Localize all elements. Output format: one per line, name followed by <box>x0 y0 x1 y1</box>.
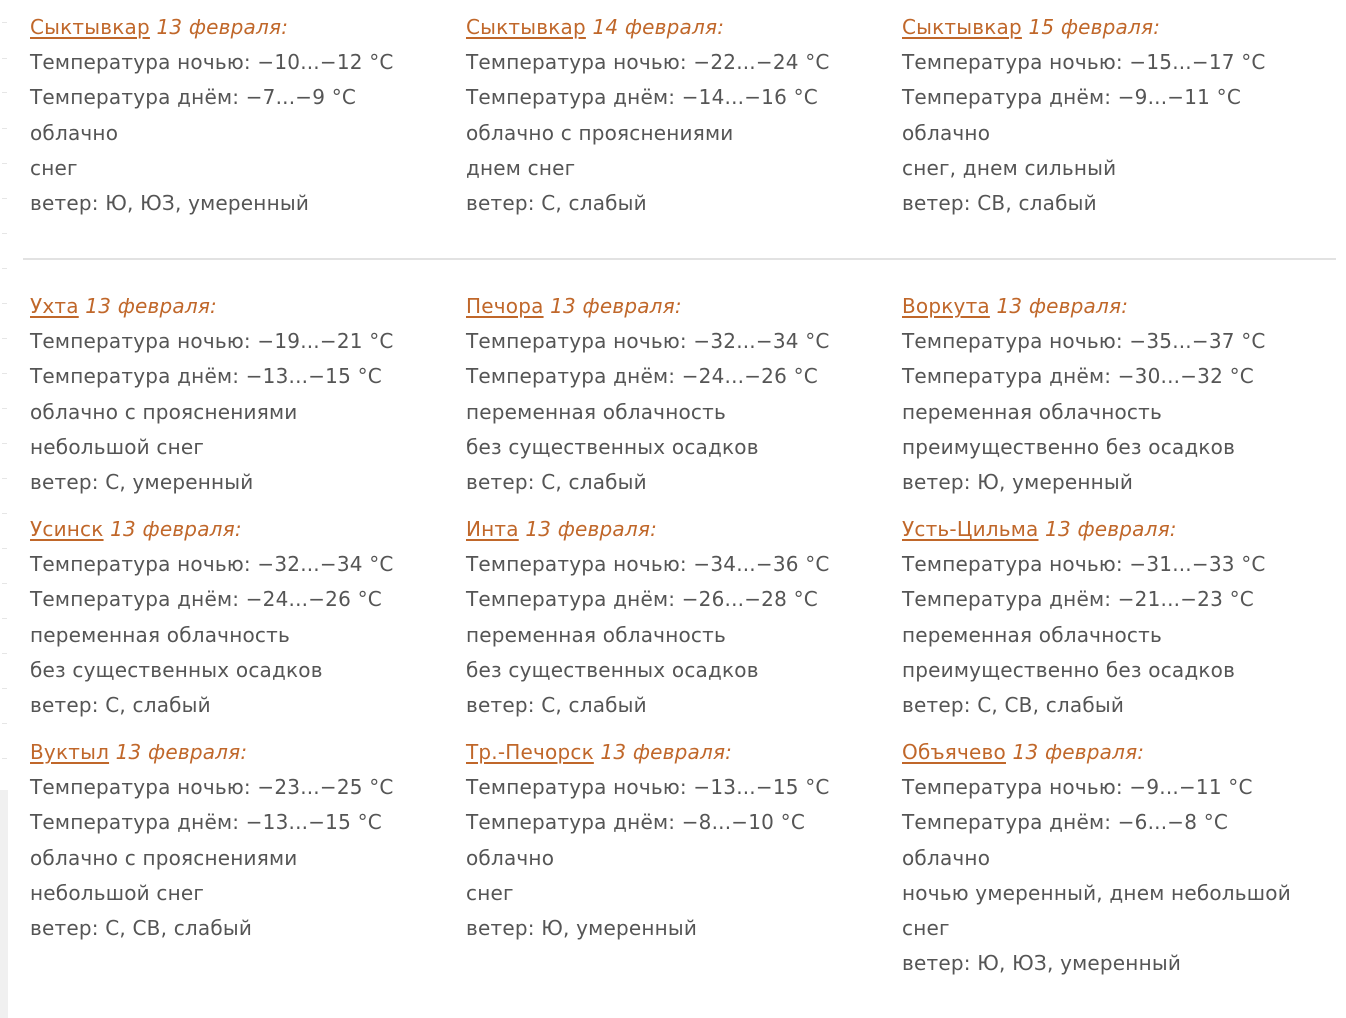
city-link[interactable]: Инта <box>466 517 519 541</box>
cloudiness: облачно <box>902 120 991 145</box>
left-scroll-strip <box>0 790 8 1018</box>
forecast-card-syktyvkar-15 <box>902 10 1322 221</box>
forecast-title <box>466 10 886 45</box>
cloudiness: переменная облачность <box>30 622 290 647</box>
precipitation: снег, днем сильный <box>902 155 1117 180</box>
city-link[interactable]: Ухта <box>30 294 79 318</box>
forecast-title <box>902 735 1322 770</box>
day-temperature: Температура днём: −7...−9 °C <box>30 85 357 110</box>
forecast-card-obyachevo <box>902 735 1322 981</box>
day-temperature: Температура днём: −24...−26 °C <box>466 364 818 389</box>
forecast-title <box>30 289 450 324</box>
precipitation-continued: снег <box>902 916 950 941</box>
forecast-date: 13 февраля: <box>1012 740 1145 764</box>
wind: ветер: С, слабый <box>30 693 211 718</box>
city-link[interactable]: Усинск <box>30 517 104 541</box>
forecast-card-usinsk <box>30 512 450 723</box>
wind: ветер: С, СВ, слабый <box>902 693 1125 718</box>
wind: ветер: СВ, слабый <box>902 191 1097 216</box>
forecast-date: 13 февраля: <box>85 294 217 318</box>
precipitation: без существенных осадков <box>466 657 759 682</box>
city-link[interactable]: Сыктывкар <box>30 15 150 39</box>
forecast-title <box>30 10 450 45</box>
forecast-card-vorkuta <box>902 289 1322 500</box>
precipitation: преимущественно без осадков <box>902 434 1236 459</box>
cloudiness: облачно <box>30 120 119 145</box>
precipitation: ночью умеренный, днем небольшой <box>902 880 1291 905</box>
wind: ветер: С, СВ, слабый <box>30 916 253 941</box>
precipitation: снег <box>30 155 78 180</box>
forecast-title <box>902 512 1322 547</box>
night-temperature: Температура ночью: −32...−34 °C <box>30 552 394 577</box>
precipitation: днем снег <box>466 155 576 180</box>
forecast-card-tr-pechorsk <box>466 735 886 946</box>
wind: ветер: С, слабый <box>466 693 647 718</box>
forecast-title <box>902 10 1322 45</box>
forecast-title <box>466 512 886 547</box>
precipitation: небольшой снег <box>30 434 205 459</box>
precipitation: без существенных осадков <box>466 434 759 459</box>
forecast-card-ukhta <box>30 289 450 500</box>
wind: ветер: Ю, ЮЗ, умеренный <box>902 951 1182 976</box>
forecast-date: 13 февраля: <box>110 517 242 541</box>
city-link[interactable]: Усть-Цильма <box>902 517 1039 541</box>
wind: ветер: С, умеренный <box>30 470 254 495</box>
day-temperature: Температура днём: −21...−23 °C <box>902 587 1254 612</box>
day-temperature: Температура днём: −24...−26 °C <box>30 587 382 612</box>
forecast-date: 13 февраля: <box>550 294 682 318</box>
forecast-card-vuktyl <box>30 735 450 946</box>
cloudiness: облачно <box>902 845 991 870</box>
city-link[interactable]: Объячево <box>902 740 1006 764</box>
day-temperature: Температура днём: −6...−8 °C <box>902 810 1229 835</box>
day-temperature: Температура днём: −8...−10 °C <box>466 810 806 835</box>
day-temperature: Температура днём: −9...−11 °C <box>902 85 1242 110</box>
wind: ветер: С, слабый <box>466 191 647 216</box>
city-link[interactable]: Сыктывкар <box>902 15 1022 39</box>
forecast-date: 15 февраля: <box>1028 15 1161 39</box>
forecast-title <box>466 289 886 324</box>
cloudiness: переменная облачность <box>902 622 1162 647</box>
precipitation: преимущественно без осадков <box>902 657 1236 682</box>
forecast-date: 13 февраля: <box>1045 517 1177 541</box>
night-temperature: Температура ночью: −35...−37 °C <box>902 329 1266 354</box>
section-divider <box>23 258 1336 260</box>
forecast-date: 13 февраля: <box>115 740 248 764</box>
city-link[interactable]: Воркута <box>902 294 990 318</box>
day-temperature: Температура днём: −26...−28 °C <box>466 587 818 612</box>
wind: ветер: С, слабый <box>466 470 647 495</box>
forecast-date: 13 февраля: <box>600 740 733 764</box>
cloudiness: облачно с прояснениями <box>466 120 734 145</box>
day-temperature: Температура днём: −30...−32 °C <box>902 364 1254 389</box>
wind: ветер: Ю, умеренный <box>902 470 1134 495</box>
wind: ветер: Ю, ЮЗ, умеренный <box>30 191 310 216</box>
forecast-title <box>466 735 886 770</box>
night-temperature: Температура ночью: −19...−21 °C <box>30 329 394 354</box>
forecast-date: 13 февраля: <box>996 294 1129 318</box>
night-temperature: Температура ночью: −13...−15 °C <box>466 775 830 800</box>
precipitation: без существенных осадков <box>30 657 323 682</box>
city-link[interactable]: Сыктывкар <box>466 15 586 39</box>
forecast-date: 14 февраля: <box>592 15 725 39</box>
forecast-card-syktyvkar-13 <box>30 10 450 221</box>
forecast-title <box>30 735 450 770</box>
forecast-card-syktyvkar-14 <box>466 10 886 221</box>
day-temperature: Температура днём: −13...−15 °C <box>30 364 382 389</box>
precipitation: небольшой снег <box>30 880 205 905</box>
forecast-date: 13 февраля: <box>156 15 289 39</box>
forecast-card-ust-tsilma <box>902 512 1322 723</box>
night-temperature: Температура ночью: −15...−17 °C <box>902 50 1266 75</box>
day-temperature: Температура днём: −14...−16 °C <box>466 85 818 110</box>
cloudiness: переменная облачность <box>466 622 726 647</box>
night-temperature: Температура ночью: −31...−33 °C <box>902 552 1266 577</box>
forecast-card-inta <box>466 512 886 723</box>
city-link[interactable]: Печора <box>466 294 544 318</box>
night-temperature: Температура ночью: −34...−36 °C <box>466 552 830 577</box>
city-link[interactable]: Тр.-Печорск <box>466 740 594 764</box>
cloudiness: облачно <box>466 845 555 870</box>
night-temperature: Температура ночью: −22...−24 °C <box>466 50 830 75</box>
forecast-title <box>902 289 1322 324</box>
night-temperature: Температура ночью: −23...−25 °C <box>30 775 394 800</box>
cloudiness: облачно с прояснениями <box>30 399 298 424</box>
wind: ветер: Ю, умеренный <box>466 916 698 941</box>
night-temperature: Температура ночью: −10...−12 °C <box>30 50 394 75</box>
night-temperature: Температура ночью: −9...−11 °C <box>902 775 1253 800</box>
cloudiness: переменная облачность <box>902 399 1162 424</box>
cloudiness: облачно с прояснениями <box>30 845 298 870</box>
precipitation: снег <box>466 880 514 905</box>
forecast-date: 13 февраля: <box>525 517 658 541</box>
day-temperature: Температура днём: −13...−15 °C <box>30 810 382 835</box>
forecast-title <box>30 512 450 547</box>
city-link[interactable]: Вуктыл <box>30 740 110 764</box>
night-temperature: Температура ночью: −32...−34 °C <box>466 329 830 354</box>
cloudiness: переменная облачность <box>466 399 726 424</box>
forecast-card-pechora <box>466 289 886 500</box>
